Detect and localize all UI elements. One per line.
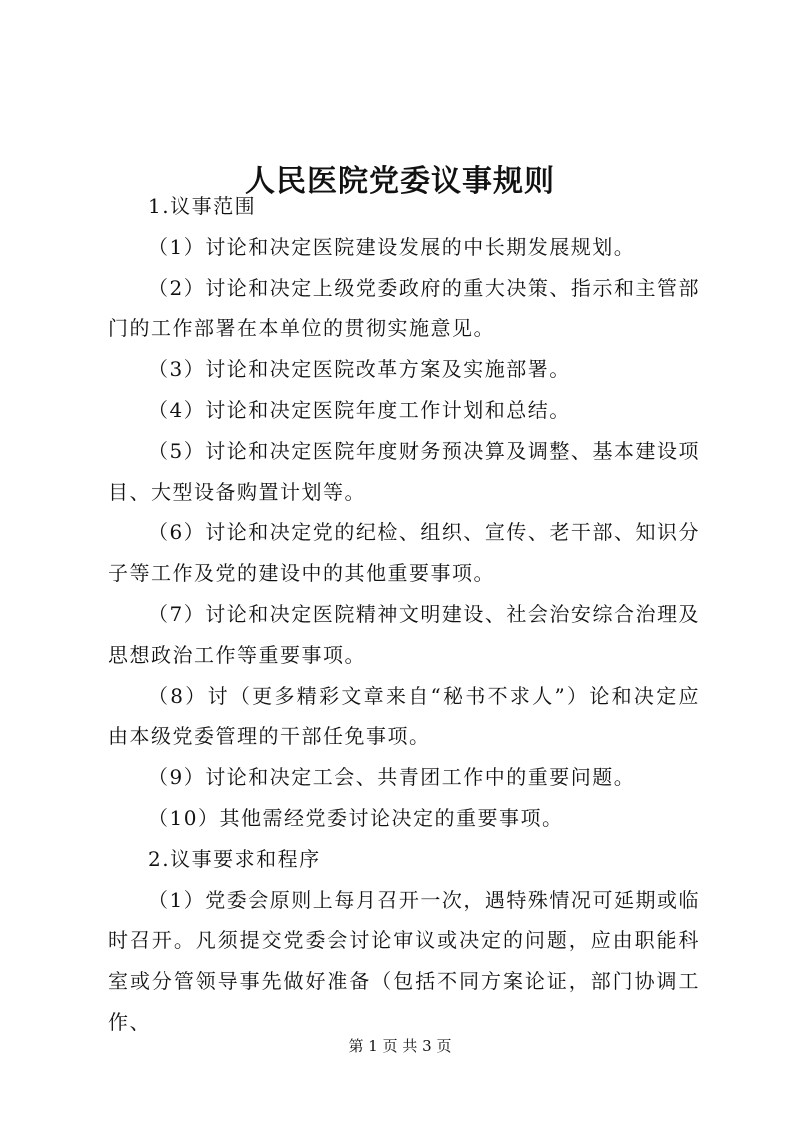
paragraph: （1）讨论和决定医院建设发展的中长期发展规划。 (148, 234, 636, 259)
paragraph: （9）讨论和决定工会、共青团工作中的重要问题。 (148, 765, 636, 790)
document-title: 人民医院党委议事规则 (245, 164, 555, 200)
paragraph: （8）讨（更多精彩文章来自“秘书不求人”）论和决定应由本级党委管理的干部任免事项。 (108, 683, 700, 749)
section-heading: 2.议事要求和程序 (148, 846, 321, 871)
document-body (108, 186, 700, 1043)
paragraph: （4）讨论和决定医院年度工作计划和总结。 (148, 397, 571, 422)
page-footer: 第 1 页 共 3 页 (348, 1037, 452, 1055)
paragraph: （10）其他需经党委讨论决定的重要事项。 (148, 805, 564, 830)
paragraph: （6）讨论和决定党的纪检、组织、宣传、老干部、知识分子等工作及党的建设中的其他重要事项。 (108, 520, 700, 586)
paragraph: （2）讨论和决定上级党委政府的重大决策、指示和主管部门的工作部署在本单位的贯彻实施意见。 (108, 275, 700, 341)
paragraph: （1）党委会原则上每月召开一次，遇特殊情况可延期或临时召开。凡须提交党委会讨论审议或决定的问题，应由职能科室或分管领导事先做好准备（包括不同方案论证，部门协调工作、 (108, 887, 700, 1034)
paragraph: （3）讨论和决定医院改革方案及实施部署。 (148, 357, 571, 382)
paragraph: （5）讨论和决定医院年度财务预决算及调整、基本建设项目、大型设备购置计划等。 (108, 438, 700, 504)
section-heading: 1.议事范围 (148, 194, 257, 218)
paragraph: （7）讨论和决定医院精神文明建设、社会治安综合治理及思想政治工作等重要事项。 (108, 601, 700, 667)
